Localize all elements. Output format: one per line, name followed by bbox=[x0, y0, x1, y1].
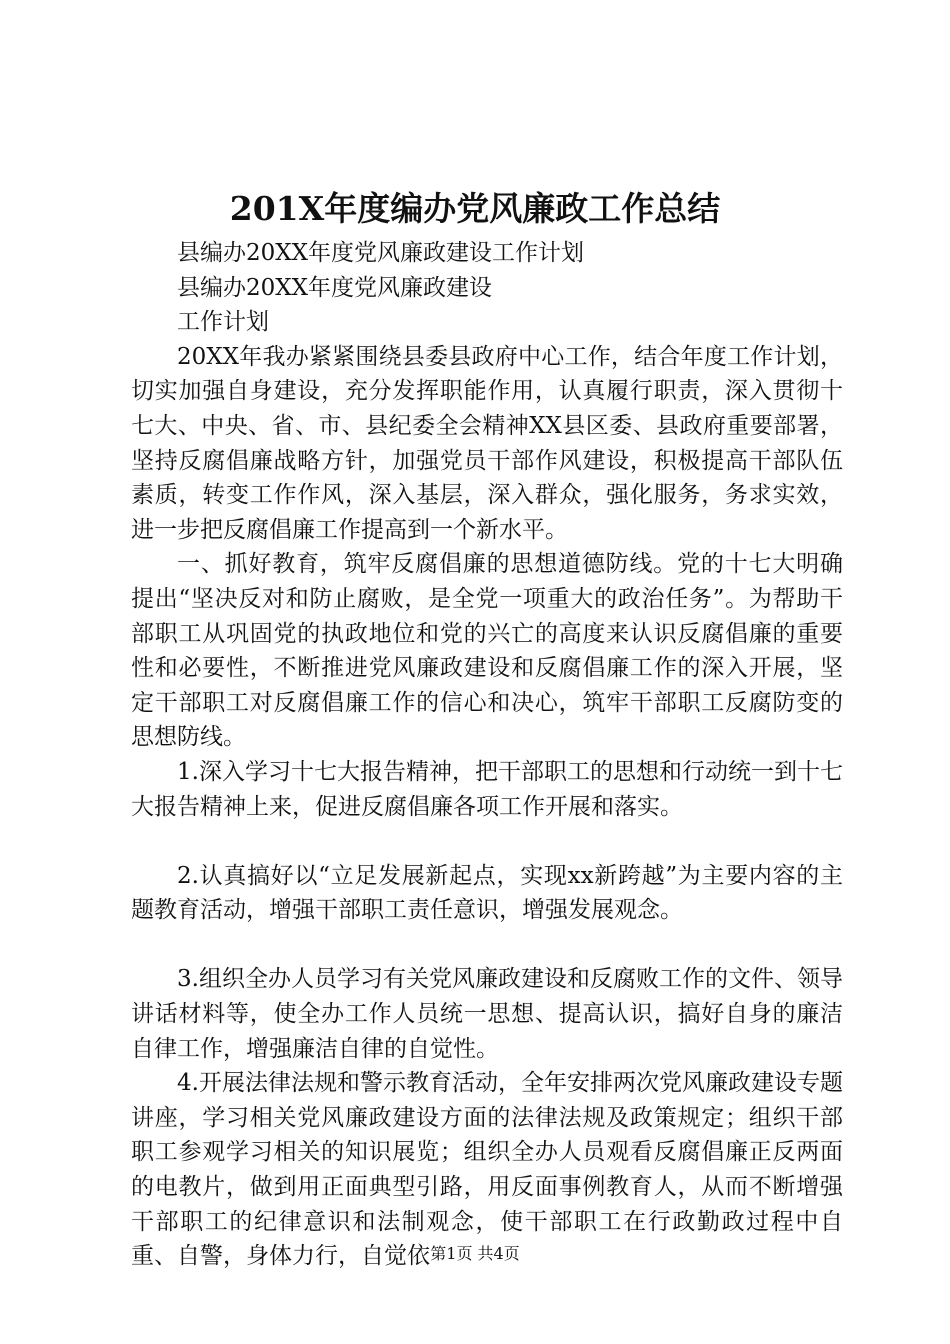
paragraph-subtitle-3: 工作计划 bbox=[177, 309, 269, 336]
paragraph-subtitle-2: 县编办20XX年度党风廉政建设 bbox=[177, 274, 493, 301]
paragraph-item-3: 3.组织全办人员学习有关党风廉政建设和反腐败工作的文件、领导讲话材料等，使全办工作人员统一思想、提高认识，搞好自身的廉洁自律工作，增强廉洁自律的自觉性。 bbox=[131, 966, 843, 1062]
paragraph-subtitle-1: 县编办20XX年度党风廉政建设工作计划 bbox=[177, 240, 585, 266]
page-footer: 第1页 共4页 bbox=[430, 1244, 520, 1263]
paragraph-item-4: 4.开展法律法规和警示教育活动，全年安排两次党风廉政建设专题讲座，学习相关党风廉政建设方面的法律法规及政策规定；组织干部职工参观学习相关的知识展览；组织全办人员观看反腐倡廉正反两面的电教片，做到用正面典型引路，用反面事例教育人，从而不断增强干部职工的纪律意识和法制观念，使干部职工在行政勤政过程中自重、自警，身体力行，自觉依 bbox=[131, 1070, 843, 1270]
paragraph-item-1: 1.深入学习十七大报告精神，把干部职工的思想和行动统一到十七大报告精神上来，促进反腐倡廉各项工作开展和落实。 bbox=[131, 758, 843, 820]
paragraph-intro: 20XX年我办紧紧围绕县委县政府中心工作，结合年度工作计划，切实加强自身建设，充分发挥职能作用，认真履行职责，深入贯彻十七大、中央、省、市、县纪委全会精神XX县区委、县政府重要部署，坚持反腐倡廉战略方针，加强党员干部作风建设，积极提高干部队伍素质，转变工作作风，深入基层，深入群众，强化服务，务求实效，进一步把反腐倡廉工作提高到一个新水平。 bbox=[131, 343, 843, 543]
document-body bbox=[131, 236, 843, 1274]
document-title: 201X年度编办党风廉政工作总结 bbox=[229, 189, 721, 228]
paragraph-item-2: 2.认真搞好以“立足发展新起点，实现xx新跨越”为主要内容的主题教育活动，增强干部职工责任意识，增强发展观念。 bbox=[131, 862, 843, 924]
paragraph-section-1: 一、抓好教育，筑牢反腐倡廉的思想道德防线。党的十七大明确提出“坚决反对和防止腐败，是全党一项重大的政治任务”。为帮助干部职工从巩固党的执政地位和党的兴亡的高度来认识反腐倡廉的重要性和必要性，不断推进党风廉政建设和反腐倡廉工作的深入开展，坚定干部职工对反腐倡廉工作的信心和决心，筑牢干部职工反腐防变的思想防线。 bbox=[131, 551, 843, 751]
